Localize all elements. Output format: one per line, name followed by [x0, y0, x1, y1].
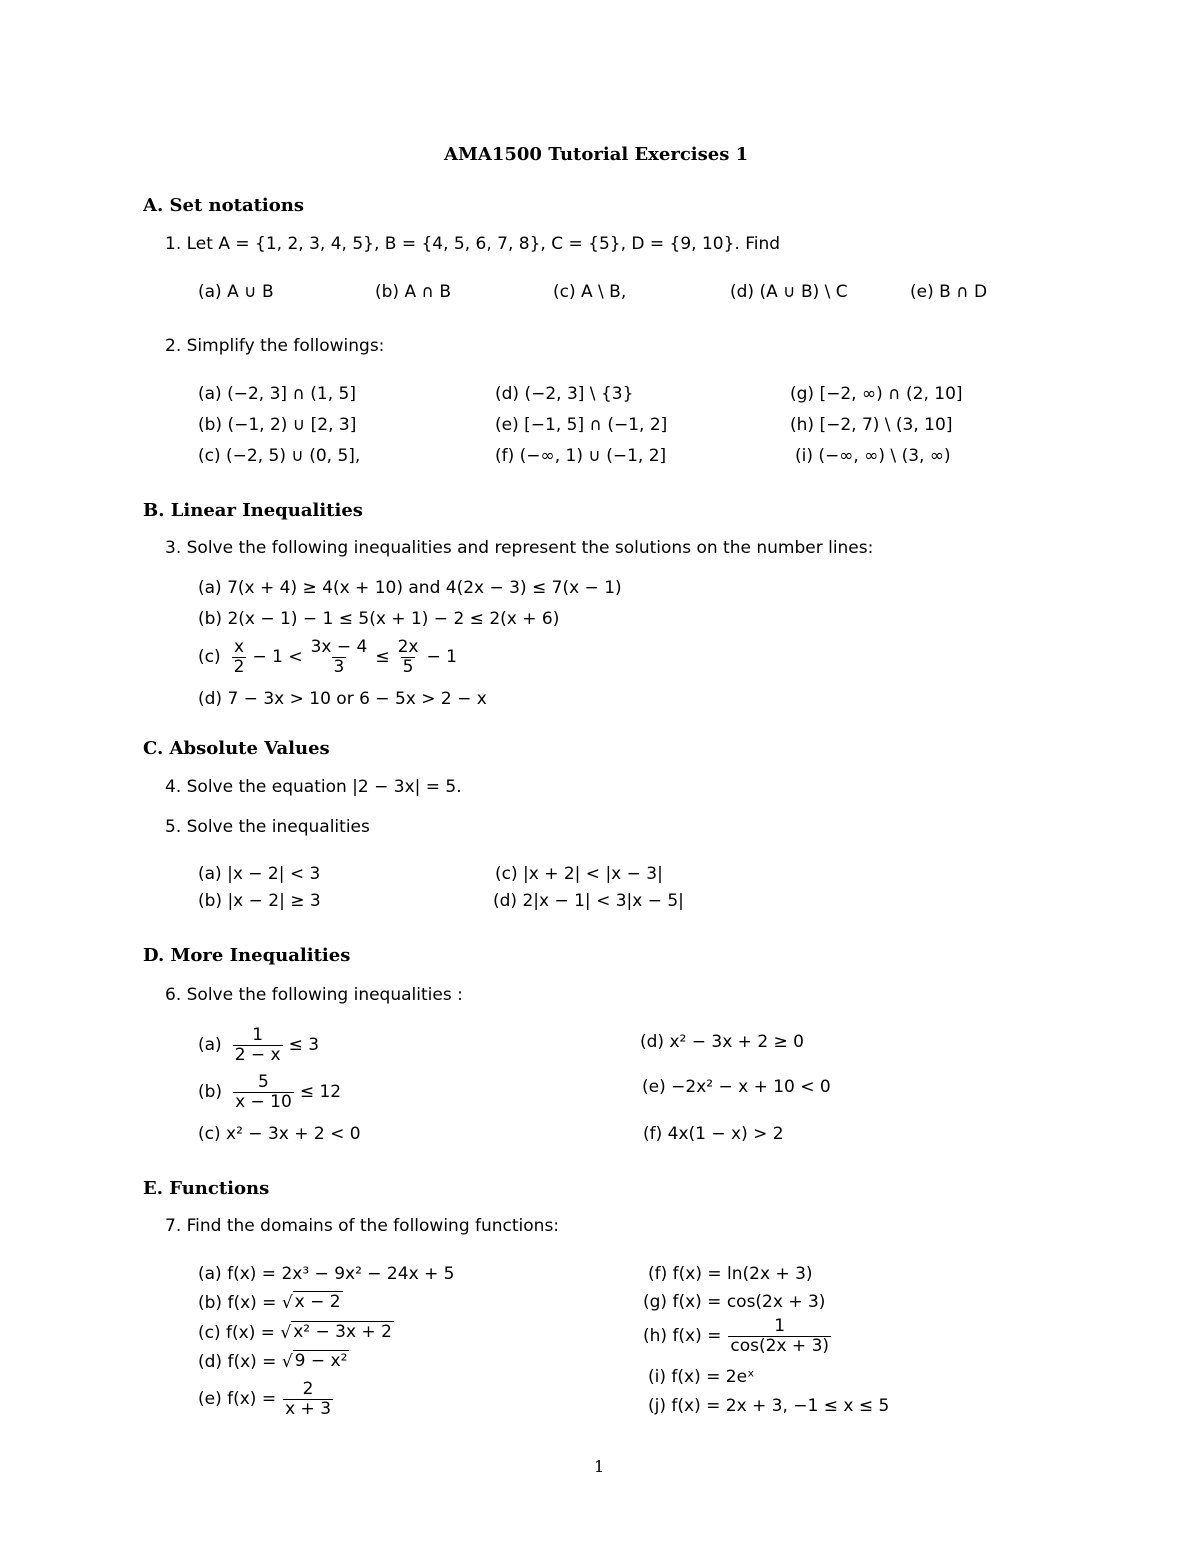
- q1-item-a: (a) A ∪ B: [198, 282, 274, 302]
- q2-item-d: (d) (−2, 3] \ {3}: [495, 384, 634, 404]
- section-a-heading: A. Set notations: [143, 195, 304, 216]
- q2-item-b: (b) (−1, 2) ∪ [2, 3]: [198, 415, 357, 435]
- numerator: 1: [252, 1025, 264, 1045]
- q2-item-a: (a) (−2, 3] ∩ (1, 5]: [198, 384, 356, 404]
- q2-item-c: (c) (−2, 5) ∪ (0, 5],: [198, 446, 361, 466]
- q7-e-label: (e) f(x) =: [198, 1389, 277, 1410]
- q2-item-i: (i) (−∞, ∞) \ (3, ∞): [795, 446, 951, 466]
- question-3: 3. Solve the following inequalities and represent the solutions on the number lines:: [165, 538, 874, 558]
- fraction: [232, 638, 247, 677]
- question-7: 7. Find the domains of the following functions:: [165, 1216, 560, 1236]
- q6-item-f: (f) 4x(1 − x) > 2: [643, 1124, 784, 1144]
- q3-c-label: (c): [198, 647, 221, 668]
- q3-c-term-1: − 1 <: [252, 647, 303, 668]
- q7-item-d: [198, 1350, 349, 1371]
- q7-item-e: [198, 1380, 336, 1419]
- section-c-heading: C. Absolute Values: [143, 738, 330, 759]
- q3-item-a: (a) 7(x + 4) ≥ 4(x + 10) and 4(2x − 3) ≤ 7(x − 1): [198, 578, 622, 598]
- fraction: [309, 638, 370, 677]
- q1-item-b: (b) A ∩ B: [375, 282, 452, 302]
- q2-item-g: (g) [−2, ∞) ∩ (2, 10]: [790, 384, 963, 404]
- question-6: 6. Solve the following inequalities :: [165, 985, 463, 1005]
- numerator: 2: [302, 1379, 314, 1399]
- section-b-heading: B. Linear Inequalities: [143, 500, 363, 521]
- radicand: x² − 3x + 2: [293, 1322, 392, 1342]
- q3-item-c: [198, 638, 457, 677]
- q7-item-h: [643, 1317, 834, 1356]
- q1-item-c: (c) A \ B,: [553, 282, 627, 302]
- numerator: 1: [774, 1316, 786, 1336]
- q2-item-e: (e) [−1, 5] ∩ (−1, 2]: [495, 415, 668, 435]
- q6-item-c: (c) x² − 3x + 2 < 0: [198, 1124, 361, 1144]
- q6-a-label: (a): [198, 1035, 222, 1056]
- denominator: 2 − x: [234, 1044, 281, 1065]
- q6-item-d: (d) x² − 3x + 2 ≥ 0: [640, 1032, 804, 1052]
- fraction: [396, 638, 421, 677]
- q6-b-label: (b): [198, 1082, 223, 1103]
- fraction: [283, 1380, 333, 1419]
- q6-item-e: (e) −2x² − x + 10 < 0: [642, 1077, 831, 1097]
- q3-item-b: (b) 2(x − 1) − 1 ≤ 5(x + 1) − 2 ≤ 2(x + 6): [198, 609, 560, 629]
- question-4: 4. Solve the equation |2 − 3x| = 5.: [165, 777, 462, 797]
- numerator: 5: [258, 1072, 269, 1092]
- q7-b-label: (b) f(x) = √: [198, 1293, 293, 1314]
- q6-a-term: ≤ 3: [288, 1035, 320, 1056]
- q7-item-c: [198, 1321, 394, 1342]
- question-2: 2. Simplify the followings:: [165, 336, 385, 356]
- q7-item-i: (i) f(x) = 2eˣ: [648, 1367, 755, 1387]
- question-5: 5. Solve the inequalities: [165, 817, 370, 837]
- fraction: [728, 1317, 831, 1356]
- section-e-heading: E. Functions: [143, 1178, 270, 1199]
- q5-item-c: (c) |x + 2| < |x − 3|: [495, 864, 663, 884]
- fraction: [233, 1073, 294, 1112]
- denominator: cos(2x + 3): [730, 1335, 830, 1356]
- q3-c-term-2: ≤: [375, 647, 390, 668]
- q7-item-b: [198, 1291, 343, 1312]
- radicand: x − 2: [294, 1292, 341, 1312]
- q6-item-b: [198, 1073, 341, 1112]
- denominator: x + 3: [285, 1398, 332, 1419]
- q7-c-label: (c) f(x) = √: [198, 1323, 292, 1344]
- q7-item-a: (a) f(x) = 2x³ − 9x² − 24x + 5: [198, 1264, 455, 1284]
- q7-item-g: (g) f(x) = cos(2x + 3): [643, 1292, 826, 1312]
- q7-h-label: (h) f(x) =: [643, 1326, 722, 1347]
- q2-item-h: (h) [−2, 7) \ (3, 10]: [790, 415, 953, 435]
- denominator: x − 10: [235, 1091, 292, 1112]
- radicand: 9 − x²: [294, 1351, 348, 1371]
- denominator: 5: [402, 656, 414, 677]
- q1-item-e: (e) B ∩ D: [910, 282, 988, 302]
- question-1: 1. Let A = {1, 2, 3, 4, 5}, B = {4, 5, 6, 7, 8}, C = {5}, D = {9, 10}. Find: [165, 234, 781, 254]
- q2-item-f: (f) (−∞, 1) ∪ (−1, 2]: [495, 446, 667, 466]
- q5-item-d: (d) 2|x − 1| < 3|x − 5|: [493, 891, 684, 911]
- q7-item-f: (f) f(x) = ln(2x + 3): [648, 1264, 813, 1284]
- denominator: 2: [233, 656, 245, 677]
- q5-item-a: (a) |x − 2| < 3: [198, 864, 321, 884]
- q3-c-term-3: − 1: [426, 647, 457, 668]
- numerator: x: [234, 637, 245, 657]
- section-d-heading: D. More Inequalities: [143, 945, 351, 966]
- q6-b-term: ≤ 12: [299, 1082, 342, 1103]
- numerator: 3x − 4: [310, 637, 368, 657]
- q7-item-j: (j) f(x) = 2x + 3, −1 ≤ x ≤ 5: [648, 1396, 890, 1416]
- q6-item-a: [198, 1026, 319, 1065]
- fraction: [233, 1026, 283, 1065]
- q7-d-label: (d) f(x) = √: [198, 1352, 293, 1373]
- q1-item-d: (d) (A ∪ B) \ C: [730, 282, 848, 302]
- q3-item-d: (d) 7 − 3x > 10 or 6 − 5x > 2 − x: [198, 689, 487, 709]
- page-title: AMA1500 Tutorial Exercises 1: [444, 144, 749, 165]
- numerator: 2x: [397, 637, 419, 657]
- q5-item-b: (b) |x − 2| ≥ 3: [198, 891, 321, 911]
- page-number: 1: [594, 1457, 605, 1476]
- denominator: 3: [333, 656, 345, 677]
